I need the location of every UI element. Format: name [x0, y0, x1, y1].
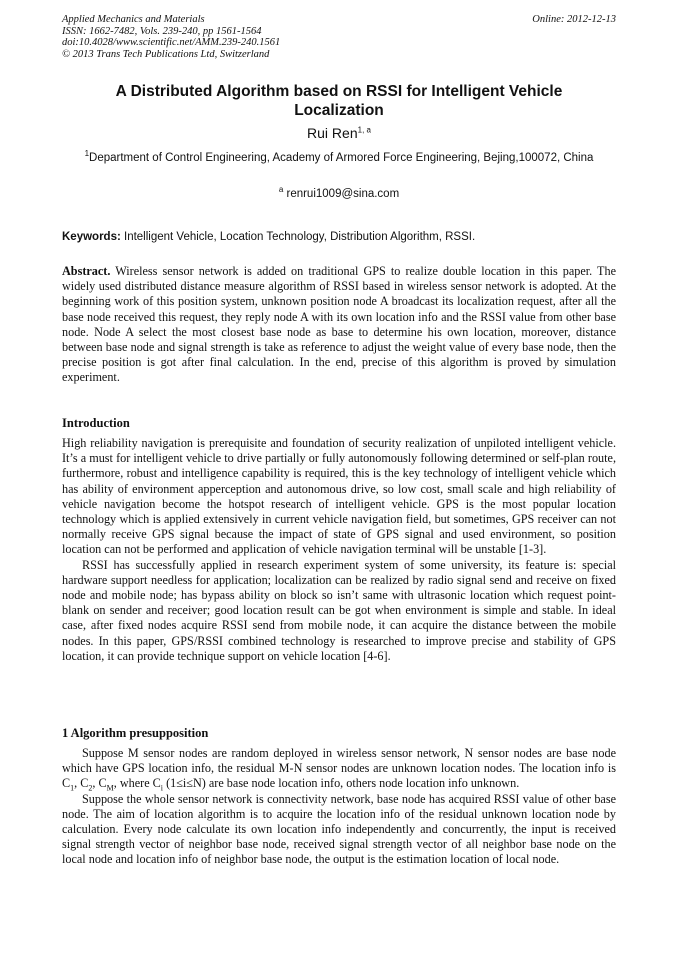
email-address: renrui1009@sina.com: [286, 188, 400, 200]
algorithm-p1-text-d: , where C: [113, 776, 161, 791]
keywords: [62, 229, 616, 245]
author-superscript: 1, a: [357, 125, 371, 135]
subscript-i: i: [160, 783, 164, 793]
journal-name: Applied Mechanics and Materials: [62, 14, 205, 25]
paper-title: [62, 82, 616, 120]
subscript-1: 1: [70, 783, 75, 793]
subscript-m: M: [106, 783, 114, 793]
introduction-body: [62, 436, 616, 664]
keywords-label: Keywords:: [62, 231, 121, 243]
subscript-2: 2: [88, 783, 93, 793]
affiliation-text: Department of Control Engineering, Academy of Armored Force Engineering, Bejing,100072, China: [89, 152, 594, 164]
algorithm-p1-text-b: , C: [74, 776, 89, 791]
title-line-1: A Distributed Algorithm based on RSSI for Intelligent Vehicle: [115, 83, 563, 100]
algorithm-paragraph-1: [62, 746, 616, 792]
author: [62, 124, 616, 142]
keywords-text: Intelligent Vehicle, Location Technology, Distribution Algorithm, RSSI.: [124, 231, 476, 243]
introduction-paragraph-1: High reliability navigation is prerequisite and foundation of security realization of unpiloted intelligent vehicle. It’s a must for intelligent vehicle to drive partially or fully autonomously following determined or self-plan route, furthermore, robust and intelligence capability is required, this is the key technology of intelligent vehicle which has ability of environment apperception and autonomous drive, so low cost, small scale and high reliability of vehicle navigation become the hotspot research of intelligent vehicle. GPS is the most popular location technology which is applied extensively in current vehicle navigation field, but sometimes, GPS receiver can not normally receive GPS signal because the impact of state of GPS signal and used environment, so position location can not be performed and application of vehicle navigation terminal will be unstable [1-3].: [62, 436, 616, 557]
author-email: [62, 186, 616, 202]
algorithm-p1-text-a: Suppose M sensor nodes are random deployed in wireless sensor network, N sensor nodes are base node which have GPS location info, the residual M-N sensor nodes are unknown location nodes. The location info is C: [62, 746, 616, 791]
abstract-label: Abstract.: [62, 264, 111, 278]
algorithm-heading: 1 Algorithm presupposition: [62, 726, 209, 740]
email-superscript: a: [278, 185, 284, 195]
copyright-line: © 2013 Trans Tech Publications Ltd, Switzerland: [62, 48, 270, 60]
doi-line: doi:10.4028/www.scientific.net/AMM.239-240.1561: [62, 37, 281, 48]
abstract: [62, 264, 616, 386]
affiliation: [74, 150, 604, 166]
algorithm-p1-text-e: (1≤i≤N) are base node location info, others node location info unknown.: [163, 776, 520, 791]
journal-header: [62, 14, 616, 60]
introduction-heading: Introduction: [62, 416, 130, 430]
algorithm-paragraph-2: Suppose the whole sensor network is connectivity network, base node has acquired RSSI value of other base node. The aim of location algorithm is to acquire the location info of the residual unknown location node by calculation. Every node calculate its own location info independently and concurrently, the input is received signal strength vector of neighbor base node, received signal strength vector of all neighbor base node on the local node and location info of neighbor base node, the output is the estimation location of local node.: [62, 791, 616, 867]
introduction-paragraph-2: RSSI has successfully applied in research experiment system of some university, its feature is: special hardware support needless for application; localization can be realized by radio signal send and receive on fixed node and mobile node; has bypass ability on block so isn’t same with ultrasonic location which request point-blank on sender and receiver; good location result can be got when environment is simple and stable. In ideal case, after fixed nodes acquire RSSI send from mobile node, it can acquire the distance between the mobile nodes. In this paper, GPS/RSSI combined technology is researched to improve precise and stability of GPS location, it can provide technique support on vehicle location [4-6].: [62, 557, 616, 663]
online-date: Online: 2012-12-13: [532, 14, 616, 25]
issn-line: ISSN: 1662-7482, Vols. 239-240, pp 1561-1564: [62, 25, 262, 37]
author-name: Rui Ren: [307, 125, 358, 141]
title-line-2: Localization: [294, 102, 384, 119]
algorithm-body: [62, 746, 616, 868]
algorithm-p1-text-c: , C: [92, 776, 107, 791]
affiliation-superscript: 1: [84, 149, 90, 159]
abstract-text: Wireless sensor network is added on traditional GPS to realize double location in this paper. The widely used distributed distance measure algorithm of RSSI based in wireless sensor network is adopted. At the beginning work of this position system, unknown position node A broadcast its localization request, after all the base node received this request, they reply node A with its own location info and the RSSI value from other base node. Node A select the most closest base node as base to determine his own location, moreover, distance between base node and signal strength is take as reference to adjust the weight value of every base node, then the precise position is got after final calculation. In the end, precise of this algorithm is proved by simulation experiment.: [62, 264, 616, 385]
